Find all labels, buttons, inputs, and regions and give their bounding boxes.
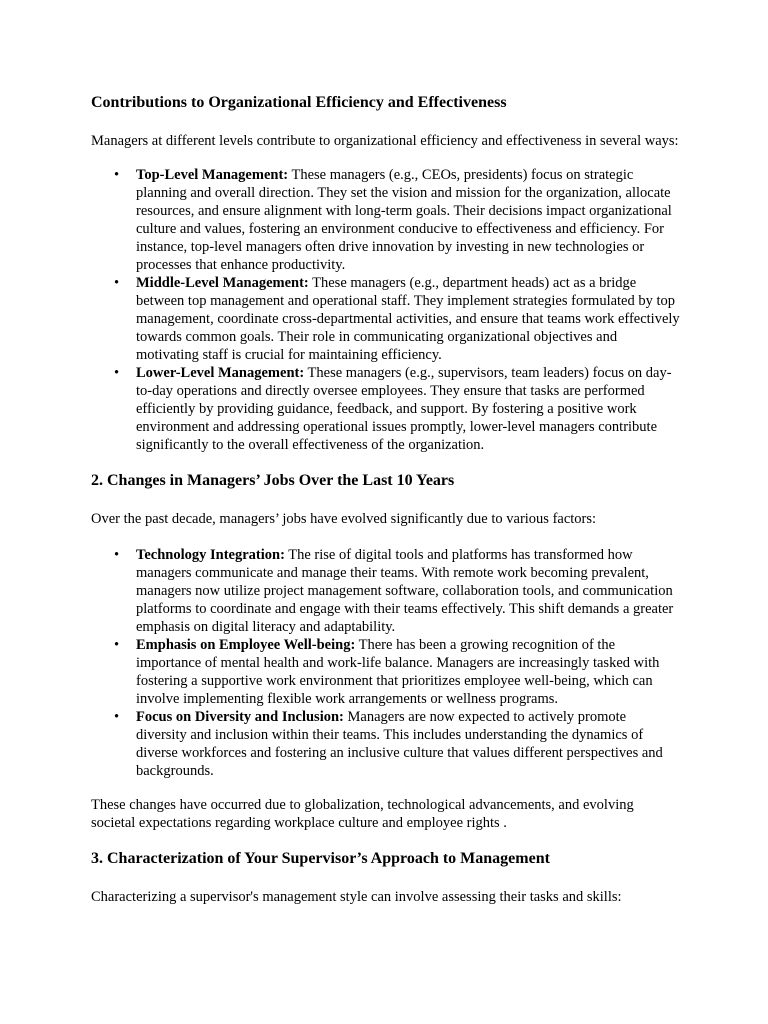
section-2-conclusion: These changes have occurred due to globalization, technological advancements, and evolving societal expectations regarding workplace culture and employee rights . bbox=[91, 797, 634, 831]
section-3-heading: 3. Characterization of Your Supervisor’s Approach to Management bbox=[91, 850, 550, 867]
list-item-label: Lower-Level Management: bbox=[136, 365, 305, 381]
list-item-text: These managers (e.g., supervisors, team leaders) focus on day-to-day operations and directly oversee employees. They ensure that tasks are performed efficiently by providing guidance, feedback, and support. By fostering a positive work environment and addressing operational issues promptly, lower-level managers contribute significantly to the overall effectiveness of the organization. bbox=[136, 365, 672, 453]
list-item-top-level bbox=[136, 166, 680, 274]
list-item-label: Focus on Diversity and Inclusion: bbox=[136, 709, 344, 725]
list-item-text: The rise of digital tools and platforms has transformed how managers communicate and manage their teams. With remote work becoming prevalent, managers now utilize project management software, collaboration tools, and communication platforms to coordinate and engage with their teams effectively. This shift demands a greater emphasis on digital literacy and adaptability. bbox=[136, 547, 674, 635]
section-2-list bbox=[91, 546, 680, 780]
section-1-intro: Managers at different levels contribute to organizational efficiency and effectiveness in several ways: bbox=[91, 133, 679, 149]
list-item-diversity bbox=[136, 708, 680, 780]
list-item-label: Middle-Level Management: bbox=[136, 275, 309, 291]
section-1-list bbox=[91, 166, 680, 454]
list-item-text: These managers (e.g., department heads) act as a bridge between top management and operational staff. They implement strategies formulated by top management, coordinate cross-departmental activities, and ensure that teams work effectively towards common goals. Their role in communicating organizational objectives and motivating staff is crucial for maintaining efficiency. bbox=[136, 275, 680, 363]
list-item-technology bbox=[136, 546, 680, 636]
list-item-text: There has been a growing recognition of the importance of mental health and work-life balance. Managers are increasingly tasked with fostering a supportive work environment that prioritizes employee well-being, which can involve implementing flexible work arrangements or wellness programs. bbox=[136, 637, 660, 707]
list-item-lower-level bbox=[136, 364, 680, 454]
section-2-intro: Over the past decade, managers’ jobs have evolved significantly due to various factors: bbox=[91, 511, 597, 527]
list-item-label: Top-Level Management: bbox=[136, 167, 289, 183]
list-item-label: Emphasis on Employee Well-being: bbox=[136, 637, 356, 653]
list-item-well-being bbox=[136, 636, 680, 708]
section-3-intro: Characterizing a supervisor's management style can involve assessing their tasks and skills: bbox=[91, 889, 622, 905]
section-2-heading: 2. Changes in Managers’ Jobs Over the Last 10 Years bbox=[91, 472, 455, 489]
section-1-heading: Contributions to Organizational Efficiency and Effectiveness bbox=[91, 94, 507, 111]
list-item-label: Technology Integration: bbox=[136, 547, 285, 563]
list-item-text: These managers (e.g., CEOs, presidents) focus on strategic planning and overall direction. They set the vision and mission for the organization, allocate resources, and ensure alignment with long-term goals. Their decisions impact organizational culture and values, fostering an environment conducive to effectiveness and efficiency. For instance, top-level managers often drive innovation by investing in new technologies or processes that enhance productivity. bbox=[136, 167, 672, 273]
list-item-text: Managers are now expected to actively promote diversity and inclusion within their teams. This includes understanding the dynamics of diverse workforces and fostering an inclusive culture that values different perspectives and backgrounds. bbox=[136, 709, 663, 779]
list-item-middle-level bbox=[136, 274, 680, 364]
